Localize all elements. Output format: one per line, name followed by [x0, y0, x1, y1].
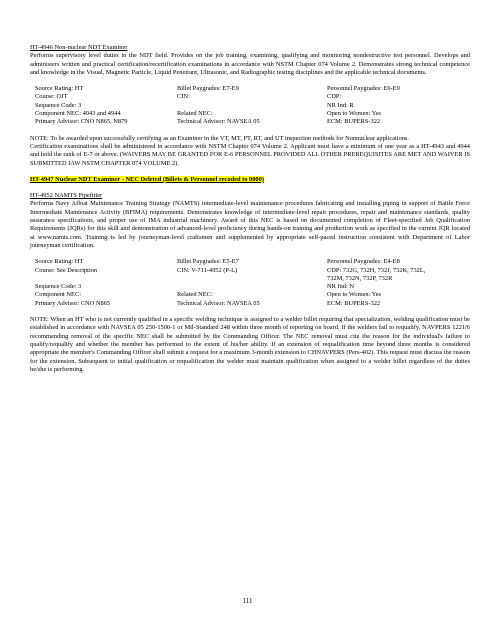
field-cell: Billet Paygrades: E7-E9 — [177, 85, 239, 93]
section-title-ht-4947-deleted: HT-4947 Nuclear NDT Examiner - NEC Deleted (Billets & Personnel recoded to 0000) — [30, 175, 264, 183]
field-cell: ECM: BUPERS-322 — [327, 299, 381, 307]
field-cell: Personnel Paygrades: E6-E9 — [327, 85, 400, 93]
fields-ht-4952 — [35, 258, 470, 308]
field-cell: Primary Advisor: CNO N865, N879 — [35, 118, 128, 126]
section-description-ht-4946: Performs supervisory level duties in the NDT field. Provides on the job training, examining, qualifying and monitoring nondestructive test personnel. Develops and administers written and practical certification/recertification examinations in accordance with NSTM Chapter 074 Volume 2. Demonstrates strong technical competence and knowledge in the Visual, Magnetic Particle, Liquid Penetrant, Ultrasonic, and Radiographic testing disciplines and the applicable technical documents. — [30, 52, 470, 76]
page-number: 111 — [242, 597, 253, 605]
field-cell: NR Ind: N — [327, 283, 354, 291]
field-cell: Personnel Paygrades: E4-E8 — [327, 258, 400, 266]
section-title-ht-4946: HT-4946 Non-nuclear NDT Examiner — [30, 44, 128, 51]
field-cell: Source Rating: HT — [35, 258, 84, 266]
field-cell: Related NEC: — [177, 291, 213, 299]
field-cell: Open to Women: Yes — [327, 110, 382, 118]
fields-ht-4946 — [35, 85, 470, 126]
note-ht-4946: NOTE: To be awarded upon successfully certifying as an Examiner in the VT, MT, PT, RT, and UT inspection methods for Nonnuclear applications. — [30, 134, 410, 142]
note-ht-4946-continued: Certification examinations shall be administered in accordance with NSTM Chapter 074 Volume 2. Applicant must have a minimum of one year as a HT-4943 and 4944 and hold the rank of E-7 or above. (WAIVERS MAY BE GRANTED FOR E-6 PERSONNEL PROVIDED ALL OTHER PREREQUISITES ARE MET AND WAIVER IS SUBMITTED IAW NSTM CHAPTER 074 VOLUME 2). — [30, 142, 470, 167]
section-description-ht-4952: Performs Navy Afloat Maintenance Training Strategy (NAMTS) intermediate-level maintenance procedures fabricating and installing piping in support of Battle Force Intermediate Maintenance Activity (BFIMA) requirements. Demonstrates knowledge of intermediate-level repair procedures, repair and maintenance standards, quality assurance specifications, and proper use of IMA industrial machinery. Award of this NEC is based on documented completion of Fleet-specified Job Qualification Requirements (JQRs) for this skill and demonstration of advanced-level proficiency during hands-on training and production work as specified in the current JQR located at www.namts.com. Training is led by journeyman-level craftsmen and supplemented by appropriate self-paced instruction consistent with Department of Labor journeyman certification. — [30, 200, 470, 249]
field-cell — [177, 283, 327, 291]
field-cell: Course: See Description — [35, 266, 98, 274]
field-cell: Primary Advisor: CNO N865 — [35, 299, 111, 307]
field-cell: ECM: BUPERS-322 — [327, 118, 381, 126]
field-cell: Source Rating: HT — [35, 85, 84, 93]
field-cell: CDP: 732G, 732H, 732J, 732K, 732L, — [327, 266, 426, 274]
document-body — [30, 44, 470, 374]
field-cell: Open to Women: Yes — [327, 291, 382, 299]
field-cell: Technical Advisor: NAVSEA 05 — [177, 299, 260, 307]
field-cell: Sequence Code: 3 — [35, 101, 82, 109]
section-title-ht-4952: HT-4952 NAMTS Pipefitter — [30, 192, 103, 200]
field-cell: Billet Paygrades: E5-E7 — [177, 258, 239, 266]
field-cell: CDP: — [327, 93, 342, 101]
field-cell: Technical Advisor: NAVSEA 05 — [177, 118, 260, 126]
field-cell: Component NEC: 4943 and 4944 — [35, 110, 121, 118]
field-cell: CIN: — [177, 93, 190, 101]
field-cell — [177, 275, 327, 283]
note-ht-4952: NOTE: When an HT who is not currently qualified in a specific welding technique is assigned to a welder billet requiring that specialization, welding qualification must be established in accordance with NAVSEA 05 250-1500-1 or Mil-Standard 248 within three month of reporting on board. If the welders fail to requalify, NAVPERS 1221/6 recommending removal of the specific NEC shall be submitted by the Commanding Officer. The NEC removal must cite the reason for the individual's failure to qualify/requalify and whether the member has performed to the extent of his/her ability. If an extension of requalification time beyond three months is considered appropriate the member's Commanding Officer shall submit a request for a maximum 3-month extension to CHNAVPERS (Pers-402). This request must discuss the reason for the extension. Subsequent to initial qualification or requalification the welder must maintain qualification when assigned to a welder billet regardless of the duties he/she is performing. — [30, 316, 470, 373]
field-cell — [35, 275, 177, 283]
field-cell — [177, 102, 327, 110]
field-cell: 732M, 732N, 732P, 732R — [327, 274, 393, 282]
field-cell: NR Ind: R — [327, 101, 354, 109]
field-cell: Component NEC: — [35, 291, 81, 299]
field-cell: Course: OJT — [35, 93, 68, 101]
field-cell: CIN: V-711-4952 (P-L) — [177, 266, 238, 274]
field-cell: Sequence Code: 3 — [35, 283, 82, 291]
field-cell: Related NEC: — [177, 110, 213, 118]
